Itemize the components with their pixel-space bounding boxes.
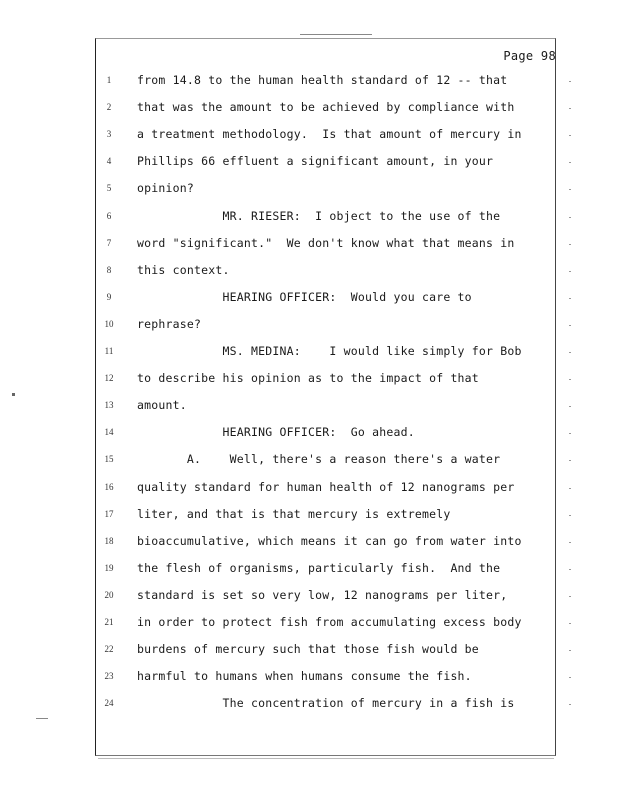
transcript-line: that was the amount to be achieved by compliance with <box>137 100 515 115</box>
scan-speck <box>12 393 15 396</box>
line-number: 18 <box>104 535 114 546</box>
transcript-line: bioaccumulative, which means it can go from water into <box>137 533 522 548</box>
line-number: 8 <box>106 264 112 275</box>
margin-tick <box>569 271 571 272</box>
margin-tick <box>569 488 571 489</box>
margin-tick <box>569 162 571 163</box>
margin-tick <box>569 135 571 136</box>
margin-tick <box>569 677 571 678</box>
transcript-line: liter, and that is that mercury is extremely <box>137 506 451 521</box>
margin-tick <box>569 704 571 705</box>
line-number: 17 <box>104 508 114 519</box>
line-number: 12 <box>104 373 114 384</box>
transcript-line: HEARING OFFICER: Go ahead. <box>137 425 415 440</box>
line-number: 24 <box>104 698 114 709</box>
transcript-line: Phillips 66 effluent a significant amount, in your <box>137 154 494 169</box>
line-number: 7 <box>106 237 112 248</box>
line-number: 20 <box>104 589 114 600</box>
line-number: 22 <box>104 644 114 655</box>
margin-tick <box>569 244 571 245</box>
page-number: Page 98 <box>503 49 556 63</box>
transcript-line: from 14.8 to the human health standard of 12 -- that <box>137 73 508 87</box>
transcript-line: in order to protect fish from accumulating excess body <box>137 615 522 629</box>
transcript-line: opinion? <box>137 181 194 196</box>
line-number: 1 <box>106 75 112 85</box>
line-number: 16 <box>104 481 114 492</box>
line-number: 15 <box>104 454 114 465</box>
margin-tick <box>569 379 571 380</box>
margin-tick <box>569 542 571 543</box>
line-number: 2 <box>106 102 112 113</box>
transcript-line: this context. <box>137 262 230 277</box>
transcript-line: amount. <box>137 398 187 413</box>
margin-tick <box>569 81 571 82</box>
margin-tick <box>569 623 571 624</box>
line-number: 14 <box>104 427 114 438</box>
transcript-line: rephrase? <box>137 316 202 331</box>
transcript-line: HEARING OFFICER: Would you care to <box>137 289 472 304</box>
margin-tick <box>569 596 571 597</box>
margin-tick <box>569 650 571 651</box>
line-number: 23 <box>104 671 114 682</box>
line-number: 4 <box>106 156 112 167</box>
line-number: 5 <box>106 183 112 194</box>
line-number: 9 <box>106 291 112 302</box>
line-number: 6 <box>106 210 112 221</box>
scan-top-mark <box>300 34 372 35</box>
transcript-line: harmful to humans when humans consume the fish. <box>137 669 472 684</box>
margin-tick <box>569 189 571 190</box>
line-number: 10 <box>104 318 114 329</box>
line-number: 13 <box>104 400 114 411</box>
line-number: 11 <box>104 346 114 356</box>
transcript-line: to describe his opinion as to the impact of that <box>137 371 479 386</box>
margin-tick <box>569 325 571 326</box>
margin-tick <box>569 460 571 461</box>
margin-tick <box>569 433 571 434</box>
margin-tick <box>569 298 571 299</box>
transcript-line: word "significant." We don't know what that means in <box>137 235 515 250</box>
transcript-line: The concentration of mercury in a fish is <box>137 696 515 711</box>
margin-tick <box>569 406 571 407</box>
margin-tick <box>569 108 571 109</box>
transcript-line: standard is set so very low, 12 nanograms per liter, <box>137 587 508 602</box>
margin-tick <box>569 217 571 218</box>
transcript-line: burdens of mercury such that those fish would be <box>137 642 479 657</box>
transcript-line: A. Well, there's a reason there's a water <box>137 452 501 467</box>
line-number: 3 <box>106 129 112 140</box>
margin-tick <box>569 515 571 516</box>
transcript-line: a treatment methodology. Is that amount of mercury in <box>137 127 522 142</box>
margin-tick <box>569 352 571 353</box>
scan-speck <box>36 718 48 719</box>
transcript-line: the flesh of organisms, particularly fish. And the <box>137 560 501 575</box>
transcript-line: MS. MEDINA: I would like simply for Bob <box>137 344 522 358</box>
line-number: 21 <box>104 617 114 627</box>
transcript-line: quality standard for human health of 12 nanograms per <box>137 479 515 494</box>
line-number: 19 <box>104 562 114 573</box>
transcript-line: MR. RIESER: I object to the use of the <box>137 208 501 223</box>
scan-bottom-rule <box>98 758 554 759</box>
margin-tick <box>569 569 571 570</box>
